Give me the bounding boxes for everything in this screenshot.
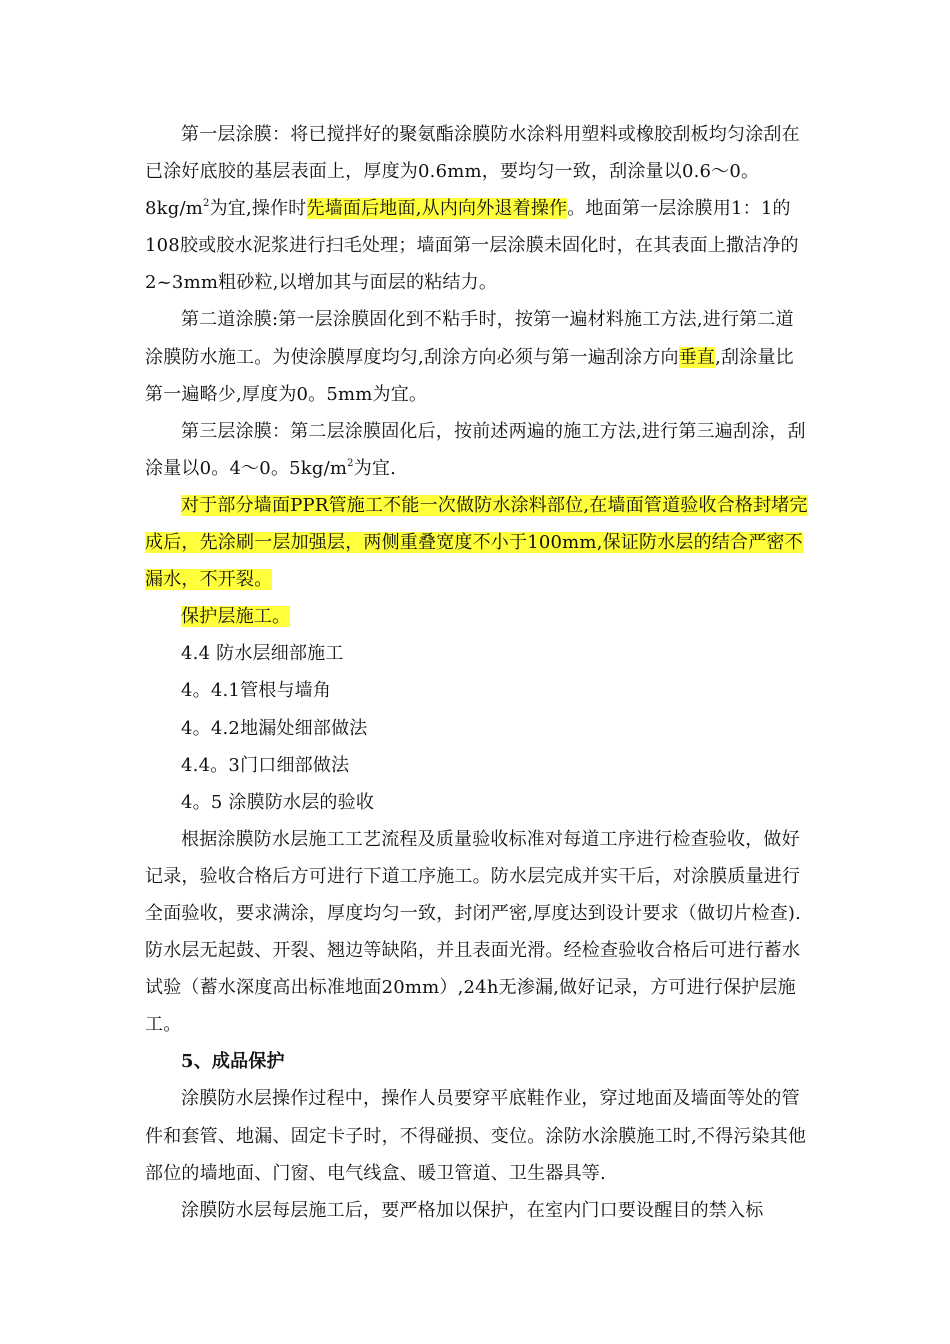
document-body: [145, 116, 810, 1229]
highlighted-text: 垂直: [678, 346, 716, 368]
text: 第二道涂膜:第一层涂膜固化到不粘手时，按第一遍材料施工方法,进行第二道涂膜防水施工。为使涂膜厚度均匀,刮涂方向必须与第一遍刮涂方向: [145, 309, 794, 368]
text: 。地面第一层涂膜用1：1的108胶或胶水泥浆进行扫毛处理；墙面第一层涂膜未固化时，在其表面上撒洁净的2~3mm粗砂粒,以增加其与面层的粘结力。: [145, 198, 799, 294]
section-heading-4-4-2: 4。4.2地漏处细部做法: [181, 717, 368, 739]
paragraph-layer-protection: 涂膜防水层每层施工后，要严格加以保护，在室内门口要设醒目的禁入标: [181, 1199, 764, 1221]
highlighted-text: 先墙面后地面,从内向外退着操作: [306, 198, 568, 220]
text: ,刮涂量比第一遍略少,厚度为0。5mm为宜。: [145, 346, 794, 405]
superscript: 2: [347, 457, 354, 469]
text: 第三层涂膜：第二层涂膜固化后，按前述两遍的施工方法,进行第三遍刮涂，刮涂量以0。4～0。5kg/m: [145, 420, 806, 479]
paragraph-acceptance: 根据涂膜防水层施工工艺流程及质量验收标准对每道工序进行检查验收，做好记录，验收合格后方可进行下道工序施工。防水层完成并实干后，对涂膜质量进行全面验收，要求满涂，厚度均匀一致，封闭严密,厚度达到设计要求（做切片检查).防水层无起鼓、开裂、翘边等缺陷，并且表面光滑。经检查验收合格后可进行蓄水试验（蓄水深度高出标准地面20mm）,24h无渗漏,做好记录，方可进行保护层施工。: [145, 828, 802, 1036]
section-heading-4-4-3: 4.4。3门口细部做法: [181, 754, 350, 776]
paragraph-first-coat: [145, 116, 810, 301]
section-heading-5: 5、成品保护: [181, 1051, 285, 1073]
highlighted-text: 保护层施工。: [181, 606, 291, 628]
section-heading-4-5: 4。5 涂膜防水层的验收: [181, 791, 375, 813]
section-heading-4-4: 4.4 防水层细部施工: [181, 643, 344, 665]
section-heading-4-4-1: 4。4.1管根与墙角: [181, 680, 332, 702]
paragraph-ppr-pipe: [145, 487, 810, 598]
paragraph-second-coat: [145, 301, 810, 412]
text: 为宜.: [353, 457, 397, 479]
paragraph-product-protection: 涂膜防水层操作过程中，操作人员要穿平底鞋作业，穿过地面及墙面等处的管件和套管、地漏、固定卡子时，不得碰损、变位。涂防水涂膜施工时,不得污染其他部位的墙地面、门窗、电气线盒、暖卫管道、卫生器具等.: [145, 1088, 807, 1184]
text: 为宜,操作时: [209, 198, 307, 220]
superscript: 2: [203, 198, 210, 210]
highlighted-text: 对于部分墙面PPR管施工不能一次做防水涂料部位,在墙面管道验收合格封堵完成后，先涂刷一层加强层，两侧重叠宽度不小于100mm,保证防水层的结合严密不漏水，不开裂。: [145, 494, 808, 591]
paragraph-protection-layer: [145, 598, 810, 635]
paragraph-third-coat: [145, 413, 810, 487]
text: 第一层涂膜：将已搅拌好的聚氨酯涂膜防水涂料用塑料或橡胶刮板均匀涂刮在已涂好底胶的基层表面上，厚度为0.6mm，要均匀一致，刮涂量以0.6～0。8kg/m: [145, 124, 800, 220]
